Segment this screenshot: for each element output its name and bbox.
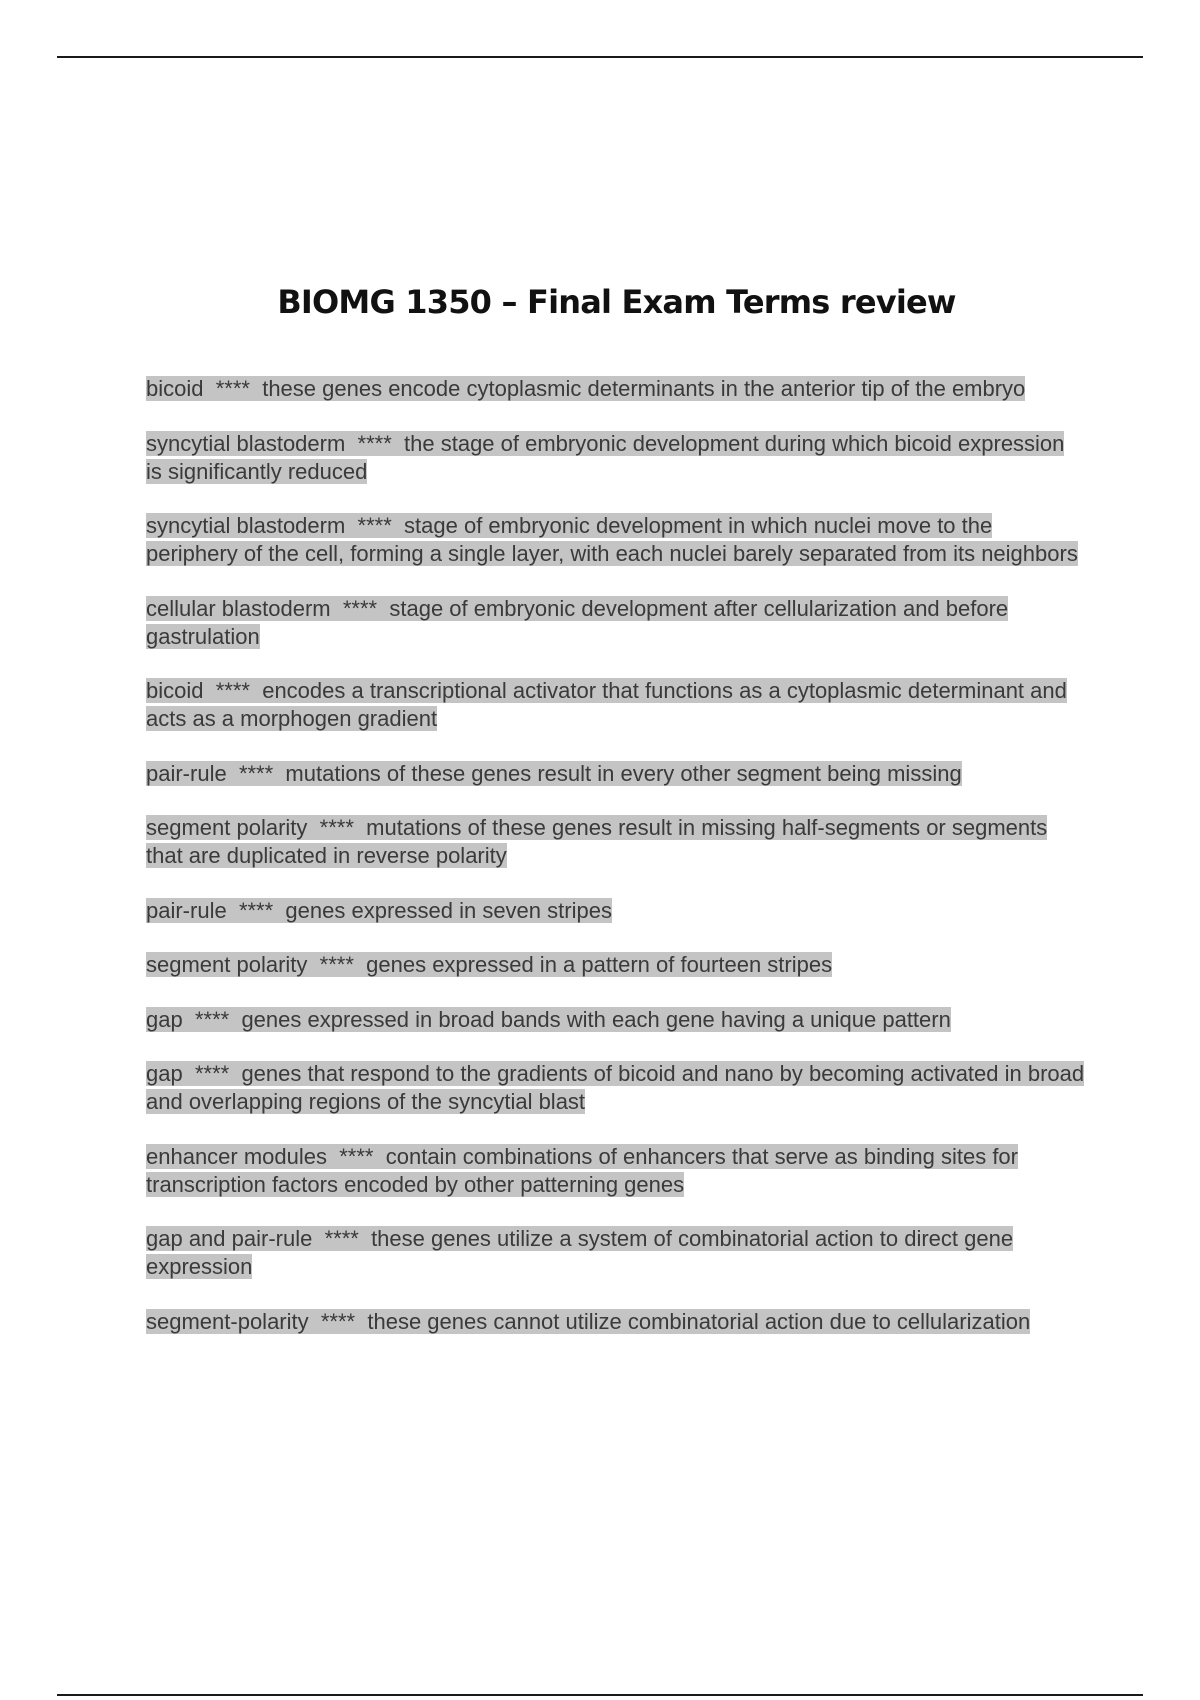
term-name: syncytial blastoderm [146, 430, 346, 456]
term-definition: genes expressed in broad bands with each gene having a unique pattern [241, 1006, 951, 1032]
term-separator: **** [194, 1061, 230, 1086]
term-entry [146, 677, 1086, 733]
footer-rule [57, 1694, 1143, 1696]
term-definition: stage of embryonic development after cellularization and before gastrulation [146, 595, 1009, 649]
term-definition: these genes utilize a system of combinatorial action to direct gene expression [146, 1226, 1014, 1279]
term-entry [146, 375, 1086, 403]
term-name: segment-polarity [146, 1308, 309, 1334]
term-entry [146, 1308, 1086, 1336]
term-separator: **** [238, 897, 274, 923]
term-entry [146, 951, 1086, 979]
term-definition: the stage of embryonic development during which bicoid expression is significantly reduced [146, 430, 1065, 484]
term-separator: **** [324, 1226, 359, 1251]
term-entry [146, 595, 1086, 651]
term-separator: **** [319, 815, 354, 840]
term-entry [146, 1006, 1086, 1034]
header-rule [57, 56, 1143, 58]
term-definition: these genes encode cytoplasmic determinants in the anterior tip of the embryo [262, 376, 1026, 401]
term-separator: **** [342, 595, 378, 621]
term-separator: **** [215, 376, 250, 401]
term-entry [146, 814, 1086, 870]
term-entry [146, 897, 1086, 925]
term-separator: **** [319, 952, 354, 977]
term-entry [146, 1060, 1086, 1116]
term-definition: genes that respond to the gradients of bicoid and nano by becoming activated in broad and overlapping regions of the syncytial blast [146, 1061, 1085, 1114]
term-entry [146, 430, 1086, 486]
term-separator: **** [339, 1143, 374, 1169]
term-definition: stage of embryonic development in which nuclei move to the periphery of the cell, forming a single layer, with each nuclei barely separated from its neighbors [146, 513, 1078, 566]
term-separator: **** [320, 1308, 356, 1334]
term-name: pair-rule [146, 760, 227, 786]
term-definition: mutations of these genes result in missing half-segments or segments that are duplicated in reverse polarity [146, 815, 1048, 868]
term-entry [146, 1143, 1086, 1199]
term-entry [146, 512, 1086, 568]
term-name: bicoid [146, 678, 204, 703]
term-name: segment polarity [146, 952, 308, 977]
term-definition: genes expressed in a pattern of fourteen stripes [366, 952, 833, 977]
terms-list [146, 375, 1086, 1362]
page-title: BIOMG 1350 – Final Exam Terms review [277, 283, 956, 322]
term-definition: encodes a transcriptional activator that functions as a cytoplasmic determinant and acts as a morphogen gradient [146, 678, 1067, 731]
term-name: pair-rule [146, 897, 227, 923]
term-separator: **** [215, 678, 250, 703]
term-separator: **** [194, 1006, 230, 1032]
term-name: enhancer modules [146, 1143, 328, 1169]
term-name: gap [146, 1006, 183, 1032]
term-definition: genes expressed in seven stripes [285, 897, 612, 923]
term-definition: mutations of these genes result in every other segment being missing [285, 760, 962, 786]
term-entry [146, 1225, 1086, 1281]
term-name: gap and pair-rule [146, 1226, 313, 1251]
term-definition: contain combinations of enhancers that serve as binding sites for transcription factors encoded by other patterning genes [146, 1143, 1018, 1197]
term-separator: **** [357, 430, 392, 456]
term-name: segment polarity [146, 815, 308, 840]
term-separator: **** [238, 760, 274, 786]
term-entry [146, 760, 1086, 788]
term-separator: **** [357, 513, 392, 538]
term-name: gap [146, 1061, 183, 1086]
term-name: cellular blastoderm [146, 595, 331, 621]
term-name: syncytial blastoderm [146, 513, 346, 538]
term-definition: these genes cannot utilize combinatorial action due to cellularization [367, 1308, 1031, 1334]
term-name: bicoid [146, 376, 204, 401]
